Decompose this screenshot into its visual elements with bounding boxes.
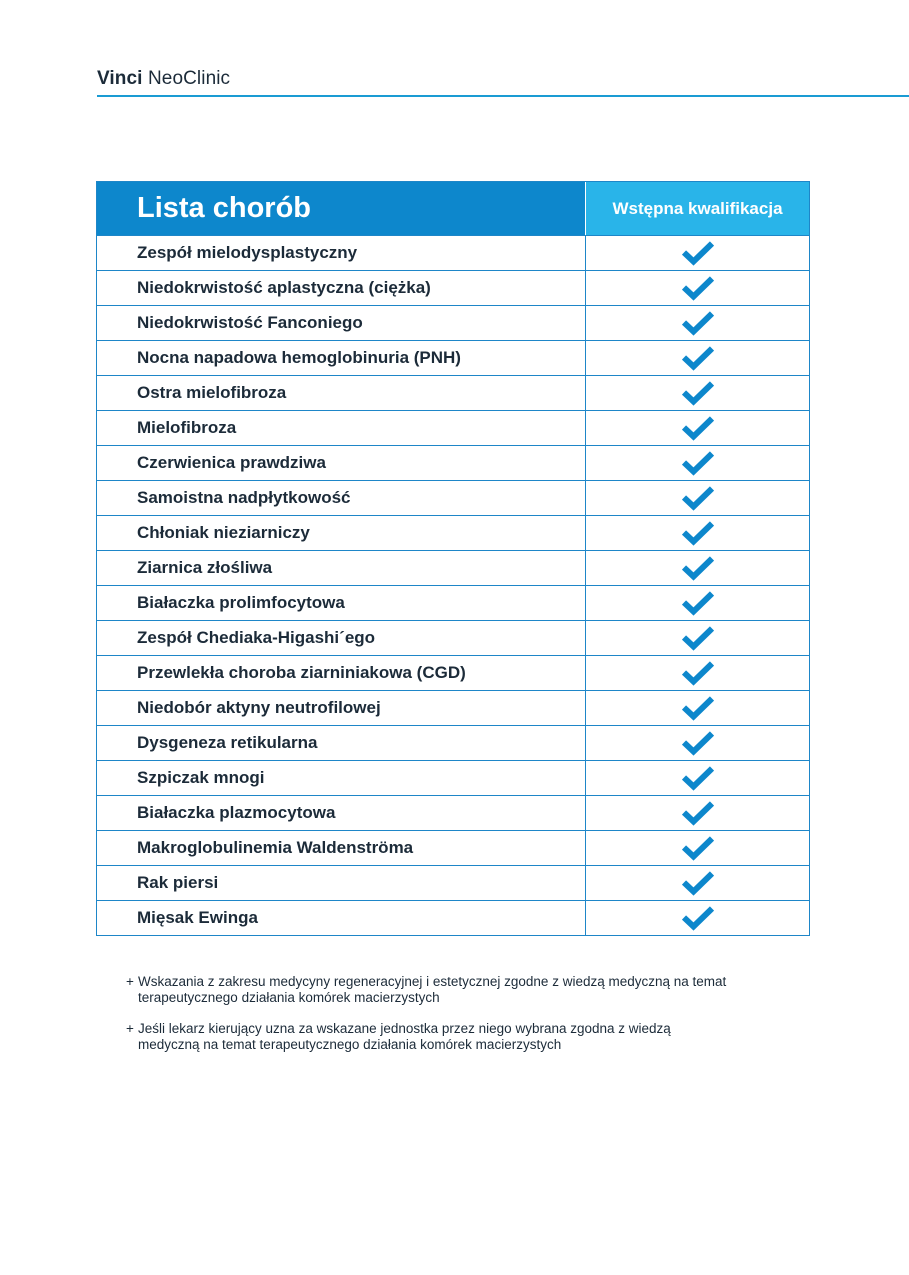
qualification-cell [586, 341, 809, 375]
brand-name-bold: Vinci [97, 68, 143, 89]
disease-name: Ziarnica złośliwa [97, 551, 586, 585]
disease-name: Rak piersi [97, 866, 586, 900]
checkmark-icon [681, 345, 715, 371]
table-row [97, 340, 809, 375]
table-row [97, 550, 809, 585]
table-row [97, 690, 809, 725]
footnote-line: Wskazania z zakresu medycyny regeneracyjnej i estetycznej zgodne z wiedzą medyczną na temat [138, 974, 727, 989]
footnote-marker: + [126, 1021, 134, 1036]
disease-name: Nocna napadowa hemoglobinuria (PNH) [97, 341, 586, 375]
disease-name: Mięsak Ewinga [97, 901, 586, 935]
table-row [97, 410, 809, 445]
header-divider [97, 95, 909, 97]
table-row [97, 270, 809, 305]
disease-name: Ostra mielofibroza [97, 376, 586, 410]
qualification-cell [586, 306, 809, 340]
table-header [97, 182, 809, 235]
disease-name: Chłoniak nieziarniczy [97, 516, 586, 550]
footnote-line: Jeśli lekarz kierujący uzna za wskazane jednostka przez niego wybrana zgodna z wiedzą [138, 1021, 671, 1036]
qualification-cell [586, 446, 809, 480]
checkmark-icon [681, 870, 715, 896]
checkmark-icon [681, 380, 715, 406]
table-row [97, 900, 809, 935]
brand-name-light: NeoClinic [147, 68, 231, 89]
checkmark-icon [681, 695, 715, 721]
qualification-column-header: Wstępna kwalifikacja [586, 182, 809, 235]
checkmark-icon [681, 800, 715, 826]
qualification-cell [586, 656, 809, 690]
disease-name: Zespół Chediaka-Higashi´ego [97, 621, 586, 655]
disease-name: Mielofibroza [97, 411, 586, 445]
footnote [126, 974, 786, 1006]
disease-name: Niedokrwistość aplastyczna (ciężka) [97, 271, 586, 305]
checkmark-icon [681, 625, 715, 651]
footnote-marker: + [126, 974, 134, 989]
disease-name: Dysgeneza retikularna [97, 726, 586, 760]
table-row [97, 235, 809, 270]
checkmark-icon [681, 660, 715, 686]
disease-name: Przewlekła choroba ziarniniakowa (CGD) [97, 656, 586, 690]
disease-name: Niedobór aktyny neutrofilowej [97, 691, 586, 725]
disease-name: Białaczka prolimfocytowa [97, 586, 586, 620]
qualification-cell [586, 866, 809, 900]
brand-logo [97, 67, 230, 91]
table-body [97, 235, 809, 935]
table-row [97, 515, 809, 550]
qualification-cell [586, 586, 809, 620]
footnote-line: terapeutycznego działania komórek macierzystych [138, 990, 440, 1005]
disease-name: Zespół mielodysplastyczny [97, 236, 586, 270]
disease-name: Czerwienica prawdziwa [97, 446, 586, 480]
qualification-cell [586, 796, 809, 830]
checkmark-icon [681, 240, 715, 266]
footnote-line: medyczną na temat terapeutycznego działania komórek macierzystych [138, 1037, 562, 1052]
table-title: Lista chorób [97, 182, 586, 235]
table-row [97, 445, 809, 480]
table-row [97, 725, 809, 760]
table-row [97, 620, 809, 655]
qualification-cell [586, 621, 809, 655]
qualification-cell [586, 481, 809, 515]
qualification-cell [586, 376, 809, 410]
footnote [126, 1021, 786, 1053]
disease-name: Samoistna nadpłytkowość [97, 481, 586, 515]
qualification-cell [586, 726, 809, 760]
table-row [97, 830, 809, 865]
checkmark-icon [681, 485, 715, 511]
checkmark-icon [681, 275, 715, 301]
checkmark-icon [681, 520, 715, 546]
qualification-cell [586, 761, 809, 795]
checkmark-icon [681, 310, 715, 336]
qualification-cell [586, 691, 809, 725]
qualification-cell [586, 901, 809, 935]
checkmark-icon [681, 555, 715, 581]
checkmark-icon [681, 905, 715, 931]
checkmark-icon [681, 450, 715, 476]
qualification-cell [586, 831, 809, 865]
qualification-cell [586, 551, 809, 585]
checkmark-icon [681, 835, 715, 861]
checkmark-icon [681, 415, 715, 441]
table-row [97, 375, 809, 410]
table-row [97, 655, 809, 690]
disease-table [96, 181, 810, 936]
table-row [97, 305, 809, 340]
table-row [97, 795, 809, 830]
disease-name: Makroglobulinemia Waldenströma [97, 831, 586, 865]
footnotes [126, 974, 786, 1068]
qualification-cell [586, 516, 809, 550]
qualification-cell [586, 271, 809, 305]
checkmark-icon [681, 765, 715, 791]
qualification-cell [586, 411, 809, 445]
checkmark-icon [681, 590, 715, 616]
disease-name: Białaczka plazmocytowa [97, 796, 586, 830]
disease-name: Niedokrwistość Fanconiego [97, 306, 586, 340]
disease-name: Szpiczak mnogi [97, 761, 586, 795]
checkmark-icon [681, 730, 715, 756]
table-row [97, 865, 809, 900]
table-row [97, 480, 809, 515]
table-row [97, 585, 809, 620]
table-row [97, 760, 809, 795]
qualification-cell [586, 236, 809, 270]
